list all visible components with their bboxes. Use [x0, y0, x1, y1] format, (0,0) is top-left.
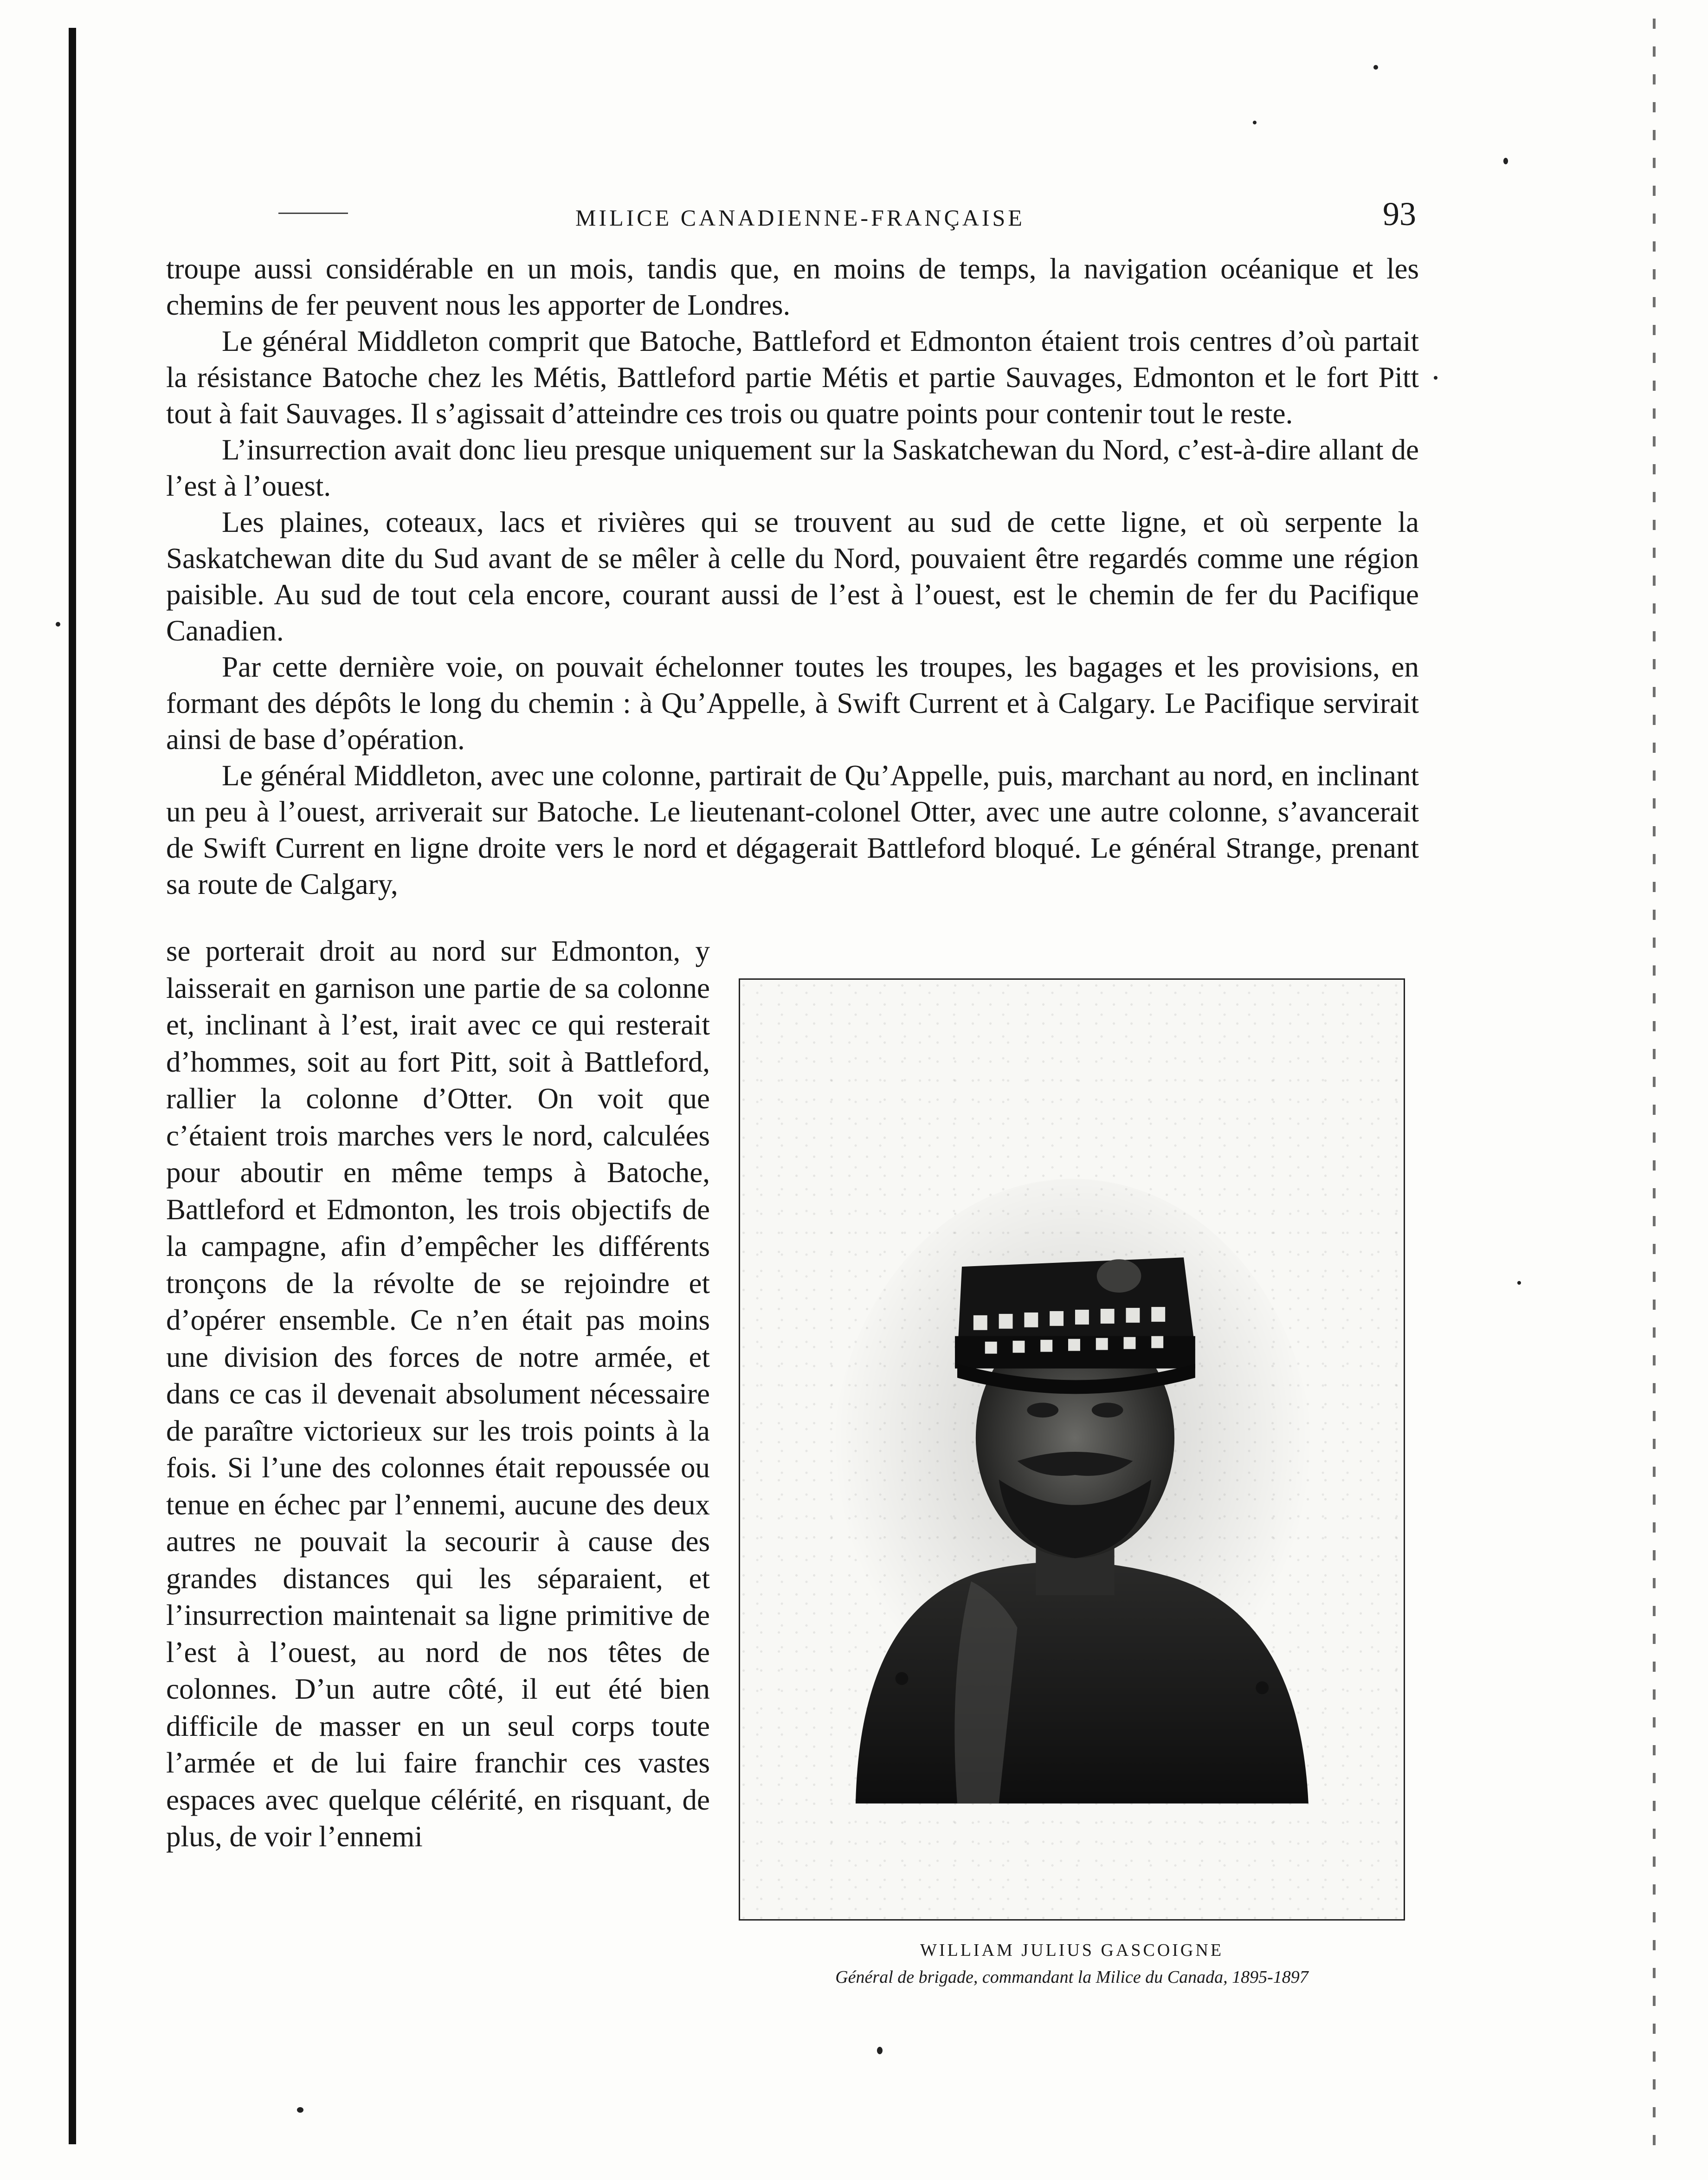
- caption-rank: Général de brigade, commandant la Milice du Canada, 1895-1897: [835, 1967, 1308, 1987]
- running-title: MILICE CANADIENNE-FRANÇAISE: [575, 205, 1025, 231]
- paragraph: troupe aussi considérable en un mois, tandis que, en moins de temps, la navigation océanique et les chemins de fer peuvent nous les apporter de Londres.: [166, 252, 1419, 321]
- portrait-image: [740, 980, 1404, 1919]
- scan-speck: [1373, 65, 1378, 70]
- paragraph: Par cette dernière voie, on pouvait échelonner toutes les troupes, les bagages et les provisions, en formant des dépôts le long du chemin : à Qu’Appelle, à Swift Current et à Calgary. Le Pacifique servirait ainsi de base d’opération.: [166, 651, 1419, 756]
- portrait-figure: [739, 978, 1405, 1921]
- paragraph: L’insurrection avait donc lieu presque uniquement sur la Saskatchewan du Nord, c’est-à-dire allant de l’est à l’ouest.: [166, 433, 1419, 502]
- scan-speck: [1253, 121, 1257, 124]
- scan-speck: [877, 2047, 883, 2054]
- page-number: 93: [1383, 195, 1416, 233]
- figure-caption: [739, 1940, 1405, 1987]
- caption-name: WILLIAM JULIUS GASCOIGNE: [920, 1941, 1224, 1960]
- scan-speck: [56, 622, 60, 627]
- scan-speck: [1434, 376, 1437, 380]
- paragraph: Les plaines, coteaux, lacs et rivières qui se trouvent au sud de cette ligne, et où serpente la Saskatchewan dite du Sud avant de se mêler à celle du Nord, pouvaient être regardés comme une région paisible. Au sud de tout cela encore, courant aussi de l’est à l’ouest, est le chemin de fer du Pacifique Canadien.: [166, 506, 1419, 647]
- binding-edge: [69, 28, 76, 2144]
- header-mark: [278, 213, 348, 214]
- page-edge-marks: [1653, 19, 1656, 2154]
- full-width-text: [166, 251, 1419, 902]
- paragraph: se porterait droit au nord sur Edmonton, y laisserait en garnison une partie de sa colonne et, inclinant à l’est, irait avec ce qui resterait d’hommes, soit au fort Pitt, soit à Battleford, rallier la colonne d’Otter. On voit que c’étaient trois marches vers le nord, calculées pour aboutir en même temps à Batoche, Battleford et Edmonton, les trois objectifs de la campagne, afin d’empêcher les différents tronçons de la révolte de se rejoindre et d’opérer ensemble. Ce n’en était pas moins une division des forces de notre armée, et dans ce cas il devenait absolument nécessaire de paraître victorieux sur les trois points à la fois. Si l’une des colonnes était repoussée ou tenue en échec par l’ennemi, aucune des deux autres ne pouvait la secourir à cause des grandes distances qui les séparaient, et l’insurrection maintenait sa ligne primitive de l’est à l’ouest, au nord de nos têtes de colonnes. D’un autre côté, il eut été bien difficile de masser en un seul corps toute l’armée et de lui faire franchir ces vastes espaces avec quelque célérité, en risquant, de plus, de voir l’ennemi: [166, 935, 710, 1853]
- scan-speck: [1503, 158, 1508, 164]
- page-header: [158, 195, 1429, 237]
- scan-speck: [1517, 1281, 1521, 1285]
- paragraph: Le général Middleton, avec une colonne, partirait de Qu’Appelle, puis, marchant au nord, en inclinant un peu à l’ouest, arriverait sur Batoche. Le lieutenant-colonel Otter, avec une autre colonne, s’avancerait de Swift Current en ligne droite vers le nord et dégagerait Battleford bloqué. Le général Strange, prenant sa route de Calgary,: [166, 759, 1419, 900]
- paragraph: Le général Middleton comprit que Batoche, Battleford et Edmonton étaient trois centres d’où partait la résistance Batoche chez les Métis, Battleford partie Métis et partie Sauvages, Edmonton et le fort Pitt tout à fait Sauvages. Il s’agissait d’atteindre ces trois ou quatre points pour contenir tout le reste.: [166, 325, 1419, 430]
- scan-speck: [297, 2107, 303, 2113]
- column-text: [166, 933, 710, 1856]
